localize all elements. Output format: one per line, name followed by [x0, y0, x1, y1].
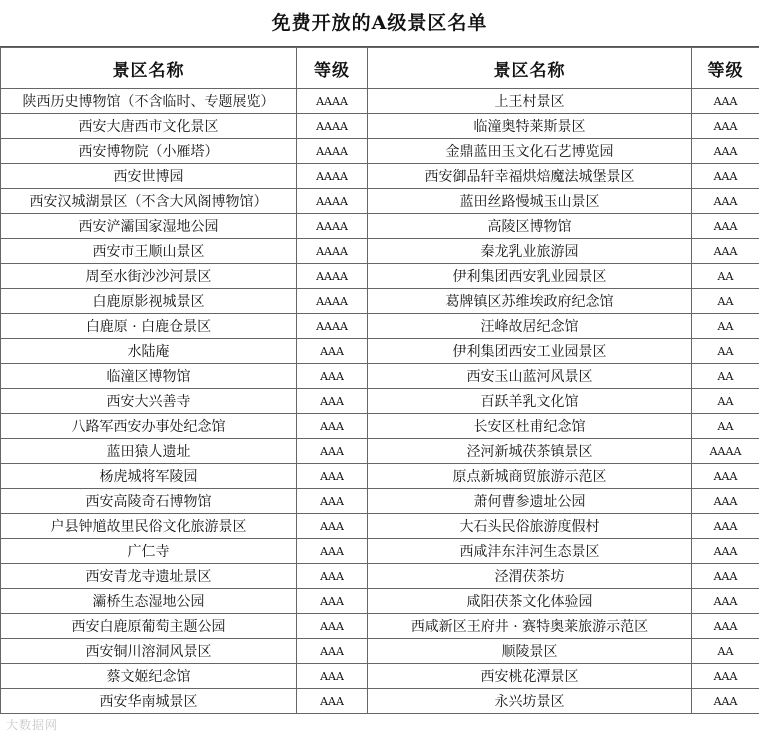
grade-right: AAA: [692, 514, 759, 539]
table-row: [1, 414, 759, 439]
watermark-text: 大数据网: [6, 718, 59, 732]
grade-left: AAA: [297, 664, 368, 689]
grade-right: AA: [692, 314, 759, 339]
scenic-name-left: 西安大唐西市文化景区: [1, 114, 297, 139]
table-row: [1, 689, 759, 714]
grade-left: AAA: [297, 564, 368, 589]
grade-left: AAA: [297, 389, 368, 414]
table-row: [1, 264, 759, 289]
scenic-name-right: 泾河新城茯茶镇景区: [368, 439, 692, 464]
grade-right: AA: [692, 414, 759, 439]
grade-right: AAAA: [692, 439, 759, 464]
scenic-name-left: 西安铜川溶洞风景区: [1, 639, 297, 664]
scenic-name-right: 西安玉山蓝河风景区: [368, 364, 692, 389]
scenic-name-right: 大石头民俗旅游度假村: [368, 514, 692, 539]
scenic-name-right: 百跃羊乳文化馆: [368, 389, 692, 414]
scenic-name-left: 灞桥生态湿地公园: [1, 589, 297, 614]
grade-left: AAA: [297, 489, 368, 514]
scenic-name-left: 西安白鹿原葡萄主题公园: [1, 614, 297, 639]
scenic-name-left: 八路军西安办事处纪念馆: [1, 414, 297, 439]
grade-left: AAA: [297, 689, 368, 714]
table-header: [1, 48, 759, 89]
scenic-name-left: 杨虎城将军陵园: [1, 464, 297, 489]
scenic-name-right: 顺陵景区: [368, 639, 692, 664]
scenic-name-right: 上王村景区: [368, 89, 692, 114]
grade-left: AAAA: [297, 314, 368, 339]
scenic-name-left: 户县钟馗故里民俗文化旅游景区: [1, 514, 297, 539]
scenic-name-left: 水陆庵: [1, 339, 297, 364]
grade-left: AAA: [297, 539, 368, 564]
scenic-name-right: 西咸新区王府井 · 赛特奥莱旅游示范区: [368, 614, 692, 639]
table-row: [1, 589, 759, 614]
column-header-name-right: 景区名称: [368, 48, 692, 89]
grade-left: AAA: [297, 464, 368, 489]
scenic-name-right: 伊利集团西安乳业园景区: [368, 264, 692, 289]
scenic-name-right: 长安区杜甫纪念馆: [368, 414, 692, 439]
table-row: [1, 664, 759, 689]
scenic-name-right: 汪峰故居纪念馆: [368, 314, 692, 339]
scenic-name-right: 泾渭茯茶坊: [368, 564, 692, 589]
table-row: [1, 614, 759, 639]
grade-left: AAA: [297, 414, 368, 439]
scenic-name-left: 西安世博园: [1, 164, 297, 189]
column-header-grade-right: 等级: [692, 48, 759, 89]
grade-left: AAAA: [297, 189, 368, 214]
table-row: [1, 89, 759, 114]
scenic-name-right: 原点新城商贸旅游示范区: [368, 464, 692, 489]
grade-left: AAAA: [297, 89, 368, 114]
grade-right: AAA: [692, 689, 759, 714]
table-row: [1, 539, 759, 564]
table-row: [1, 464, 759, 489]
grade-right: AAA: [692, 89, 759, 114]
scenic-name-left: 白鹿原影视城景区: [1, 289, 297, 314]
grade-left: AAA: [297, 514, 368, 539]
scenic-name-left: 西安大兴善寺: [1, 389, 297, 414]
scenic-name-left: 临潼区博物馆: [1, 364, 297, 389]
grade-left: AAA: [297, 639, 368, 664]
grade-right: AAA: [692, 164, 759, 189]
scenic-name-right: 金鼎蓝田玉文化石艺博览园: [368, 139, 692, 164]
scenic-name-right: 高陵区博物馆: [368, 214, 692, 239]
scenic-name-left: 周至水街沙沙河景区: [1, 264, 297, 289]
grade-right: AAA: [692, 464, 759, 489]
grade-left: AAAA: [297, 164, 368, 189]
table-row: [1, 164, 759, 189]
table-row: [1, 489, 759, 514]
table-row: [1, 139, 759, 164]
scenic-name-left: 西安浐灞国家湿地公园: [1, 214, 297, 239]
scenic-name-left: 西安华南城景区: [1, 689, 297, 714]
scenic-name-right: 咸阳茯茶文化体验园: [368, 589, 692, 614]
grade-left: AAA: [297, 439, 368, 464]
grade-right: AA: [692, 364, 759, 389]
scenic-name-left: 蔡文姬纪念馆: [1, 664, 297, 689]
grade-left: AAA: [297, 364, 368, 389]
table-row: [1, 439, 759, 464]
table-row: [1, 364, 759, 389]
table-row: [1, 289, 759, 314]
grade-right: AA: [692, 639, 759, 664]
scenic-name-left: 西安市王顺山景区: [1, 239, 297, 264]
scenic-name-left: 西安汉城湖景区（不含大风阁博物馆）: [1, 189, 297, 214]
grade-left: AAAA: [297, 239, 368, 264]
grade-right: AA: [692, 289, 759, 314]
table-row: [1, 114, 759, 139]
grade-left: AAAA: [297, 289, 368, 314]
scenic-name-left: 陕西历史博物馆（不含临时、专题展览）: [1, 89, 297, 114]
grade-left: AAAA: [297, 214, 368, 239]
table-row: [1, 314, 759, 339]
column-header-name-left: 景区名称: [1, 48, 297, 89]
scenic-name-right: 永兴坊景区: [368, 689, 692, 714]
scenic-name-left: 广仁寺: [1, 539, 297, 564]
scenic-name-right: 伊利集团西安工业园景区: [368, 339, 692, 364]
table-row: [1, 189, 759, 214]
scenic-name-right: 临潼奥特莱斯景区: [368, 114, 692, 139]
scenic-name-right: 蓝田丝路慢城玉山景区: [368, 189, 692, 214]
scenic-name-right: 西安御品轩幸福烘焙魔法城堡景区: [368, 164, 692, 189]
grade-left: AAAA: [297, 139, 368, 164]
scenic-name-right: 西安桃花潭景区: [368, 664, 692, 689]
grade-left: AAA: [297, 339, 368, 364]
table-row: [1, 514, 759, 539]
grade-right: AAA: [692, 239, 759, 264]
grade-right: AAA: [692, 114, 759, 139]
table-row: [1, 239, 759, 264]
grade-right: AA: [692, 264, 759, 289]
scenic-name-left: 白鹿原 · 白鹿仓景区: [1, 314, 297, 339]
scenic-name-left: 蓝田猿人遗址: [1, 439, 297, 464]
table-row: [1, 639, 759, 664]
grade-right: AAA: [692, 664, 759, 689]
page-title: 免费开放的A级景区名单: [0, 0, 759, 47]
grade-right: AAA: [692, 139, 759, 164]
grade-right: AAA: [692, 189, 759, 214]
grade-right: AAA: [692, 614, 759, 639]
grade-left: AAAA: [297, 264, 368, 289]
grade-right: AAA: [692, 539, 759, 564]
scenic-name-left: 西安博物院（小雁塔）: [1, 139, 297, 164]
grade-right: AAA: [692, 564, 759, 589]
table-row: [1, 389, 759, 414]
grade-right: AAA: [692, 214, 759, 239]
scenic-name-left: 西安青龙寺遗址景区: [1, 564, 297, 589]
grade-right: AAA: [692, 589, 759, 614]
grade-left: AAA: [297, 589, 368, 614]
header-row: [1, 48, 759, 89]
column-header-grade-left: 等级: [297, 48, 368, 89]
table-body: [1, 89, 759, 714]
scenic-name-right: 西咸沣东沣河生态景区: [368, 539, 692, 564]
table-row: [1, 564, 759, 589]
scenic-area-table: [0, 47, 759, 714]
scenic-name-right: 萧何曹参遗址公园: [368, 489, 692, 514]
scenic-name-left: 西安高陵奇石博物馆: [1, 489, 297, 514]
scenic-name-right: 秦龙乳业旅游园: [368, 239, 692, 264]
grade-right: AA: [692, 389, 759, 414]
grade-right: AAA: [692, 489, 759, 514]
grade-left: AAAA: [297, 114, 368, 139]
table-row: [1, 339, 759, 364]
grade-left: AAA: [297, 614, 368, 639]
grade-right: AA: [692, 339, 759, 364]
scenic-name-right: 葛牌镇区苏维埃政府纪念馆: [368, 289, 692, 314]
table-row: [1, 214, 759, 239]
